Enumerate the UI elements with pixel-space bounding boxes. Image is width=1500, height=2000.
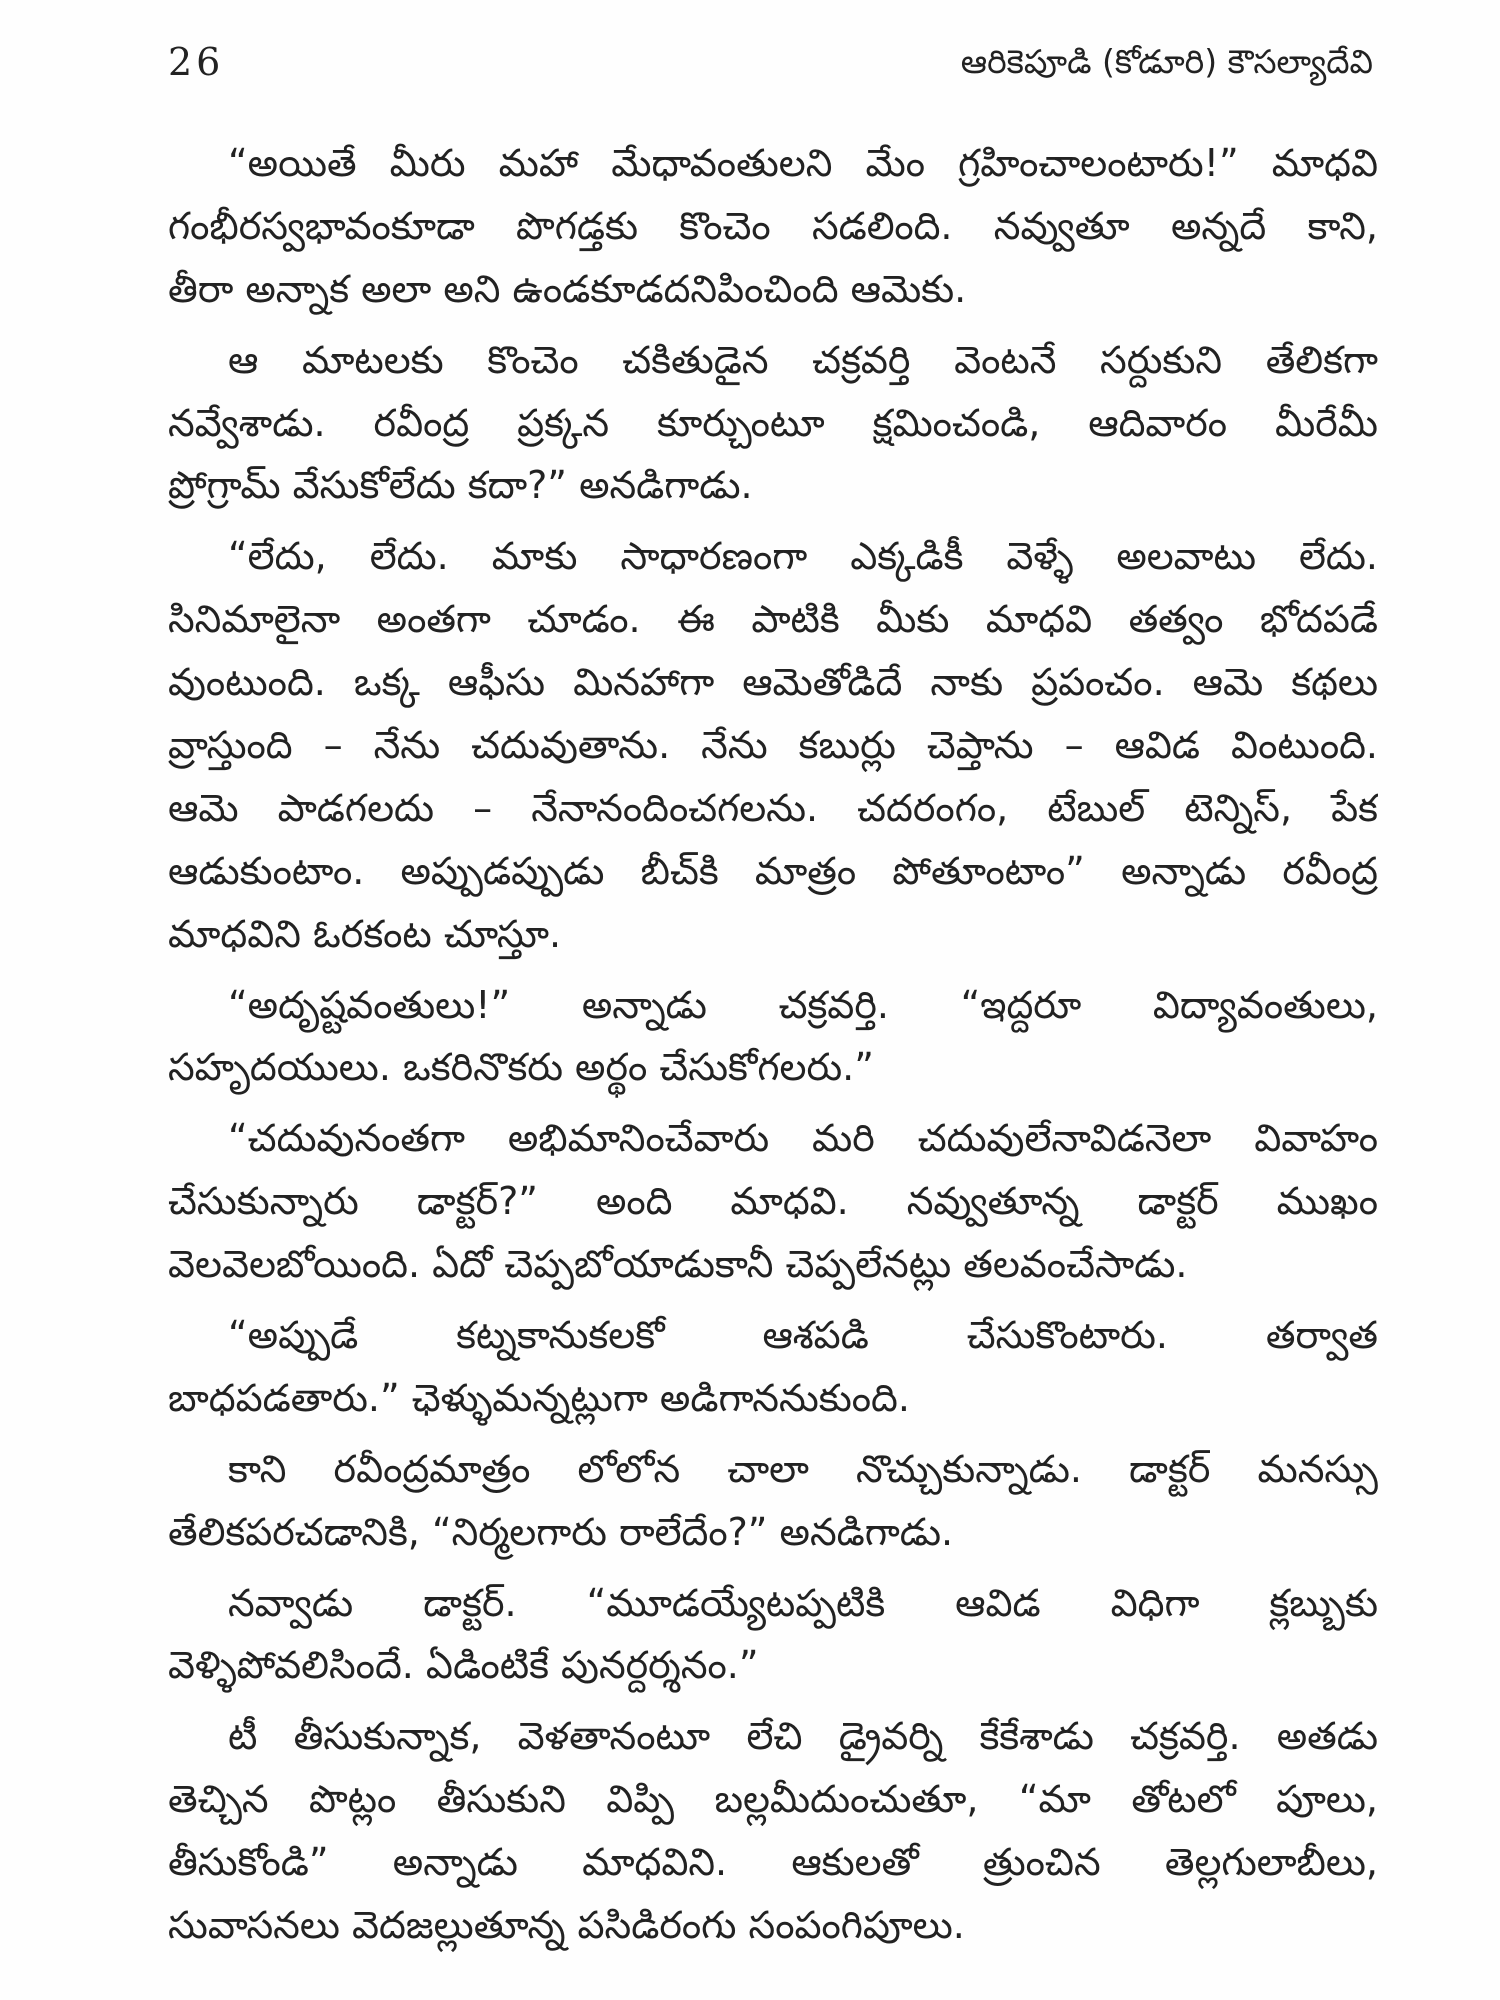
paragraph <box>168 1107 1378 1296</box>
paragraph <box>168 1304 1378 1430</box>
text-line: “లేదు, లేదు. మాకు సాధారణంగా ఎక్కడికీ వెళ్ళే అలవాటు లేదు. <box>228 534 1378 579</box>
paragraph-gap <box>168 1430 1378 1438</box>
text-line: టీ తీసుకున్నాక, వెళతానంటూ లేచి డ్రైవర్ని కేకేశాడు చక్రవర్తి. అతడు <box>228 1714 1378 1759</box>
text-line: బాధపడతారు.” ఛెళ్ళుమన్నట్లుగా అడిగాననుకుంది. <box>168 1375 910 1420</box>
text-line: తెచ్చిన పొట్లం తీసుకుని విప్పి బల్లమీదుంచుతూ, “మా తోటలో పూలు, <box>168 1777 1378 1822</box>
paragraph <box>168 1572 1378 1698</box>
paragraph-gap <box>168 1296 1378 1304</box>
paragraph <box>168 525 1378 965</box>
paragraph-gap <box>168 966 1378 974</box>
body-text <box>168 132 1378 1957</box>
text-line: “అప్పుడే కట్నకానుకలకో ఆశపడి చేసుకొంటారు. తర్వాత <box>228 1313 1378 1358</box>
text-line: సువాసనలు వెదజల్లుతూన్న పసిడిరంగు సంపంగిపూలు. <box>168 1903 965 1948</box>
text-line: సహృదయులు. ఒకరినొకరు అర్థం చేసుకోగలరు.” <box>168 1045 874 1090</box>
paragraph-gap <box>168 1099 1378 1107</box>
paragraph-gap <box>168 321 1378 329</box>
paragraph <box>168 132 1378 321</box>
text-line: ఆమె పాడగలదు – నేనానందించగలను. చదరంగం, టేబుల్ టెన్నిస్, పేక <box>168 785 1378 830</box>
paragraph <box>168 1705 1378 1957</box>
text-line: “అయితే మీరు మహా మేధావంతులని మేం గ్రహించాలంటారు!” మాధవి <box>228 141 1378 185</box>
text-line: ఆ మాటలకు కొంచెం చకితుడైన చక్రవర్తి వెంటనే సర్దుకుని తేలికగా <box>228 337 1378 382</box>
paragraph <box>168 329 1378 518</box>
text-line: “చదువునంతగా అభిమానించేవారు మరి చదువులేనావిడనెలా వివాహం <box>228 1116 1378 1161</box>
text-line: తీసుకోండి” అన్నాడు మాధవిని. ఆకులతో త్రుంచిన తెల్లగులాబీలు, <box>168 1840 1378 1885</box>
paragraph-gap <box>168 1697 1378 1705</box>
text-line: నవ్వాడు డాక్టర్. “మూడయ్యేటప్పటికి ఆవిడ విధిగా క్లబ్బుకు <box>228 1580 1378 1625</box>
text-line: కాని రవీంద్రమాత్రం లోలోన చాలా నొచ్చుకున్నాడు. డాక్టర్ మనస్సు <box>228 1446 1378 1491</box>
text-line: గంభీరస్వభావంకూడా పొగడ్తకు కొంచెం సడలింది. నవ్వుతూ అన్నదే కాని, <box>168 203 1378 248</box>
paragraph <box>168 974 1378 1100</box>
text-line: నవ్వేశాడు. రవీంద్ర ప్రక్కన కూర్చుంటూ క్షమించండి, ఆదివారం మీరేమీ <box>168 400 1378 445</box>
text-line: వెలవెలబోయింది. ఏదో చెప్పబోయాడుకానీ చెప్పలేనట్లు తలవంచేసాడు. <box>168 1242 1188 1287</box>
text-line: తేలికపరచడానికి, “నిర్మలగారు రాలేదేం?” అనడిగాడు. <box>168 1509 954 1554</box>
text-line: “అదృష్టవంతులు!” అన్నాడు చక్రవర్తి. “ఇద్దరూ విద్యావంతులు, <box>228 982 1378 1027</box>
text-line: చేసుకున్నారు డాక్టర్?” అంది మాధవి. నవ్వుతూన్న డాక్టర్ ముఖం <box>168 1179 1378 1224</box>
text-line: వ్రాస్తుంది – నేను చదువుతాను. నేను కబుర్లు చెప్తాను – ఆవిడ వింటుంది. <box>168 723 1378 768</box>
text-line: తీరా అన్నాక అలా అని ఉండకూడదనిపించింది ఆమెకు. <box>168 266 967 311</box>
text-line: సినిమాలైనా అంతగా చూడం. ఈ పాటికి మీకు మాధవి తత్వం భోదపడే <box>168 597 1378 642</box>
text-line: మాధవిని ఓరకంట చూస్తూ. <box>168 911 562 956</box>
running-head-author: ఆరికెపూడి (కోడూరి) కౌసల్యాదేవి <box>960 42 1373 81</box>
paragraph-gap <box>168 1564 1378 1572</box>
text-line: ఆడుకుంటాం. అప్పుడప్పుడు బీచ్‌కి మాత్రం పోతూంటాం” అన్నాడు రవీంద్ర <box>168 848 1378 893</box>
text-line: వెళ్ళిపోవలిసిందే. ఏడింటికే పునర్దర్శనం.” <box>168 1643 759 1688</box>
text-line: ప్రోగ్రామ్ వేసుకోలేదు కదా?” అనడిగాడు. <box>168 463 753 508</box>
page-header <box>168 40 1373 100</box>
paragraph <box>168 1438 1378 1564</box>
text-line: వుంటుంది. ఒక్క ఆఫీసు మినహాగా ఆమెతోడిదే నాకు ప్రపంచం. ఆమె కథలు <box>168 660 1378 705</box>
paragraph-gap <box>168 517 1378 525</box>
page-number: 26 <box>168 40 225 84</box>
